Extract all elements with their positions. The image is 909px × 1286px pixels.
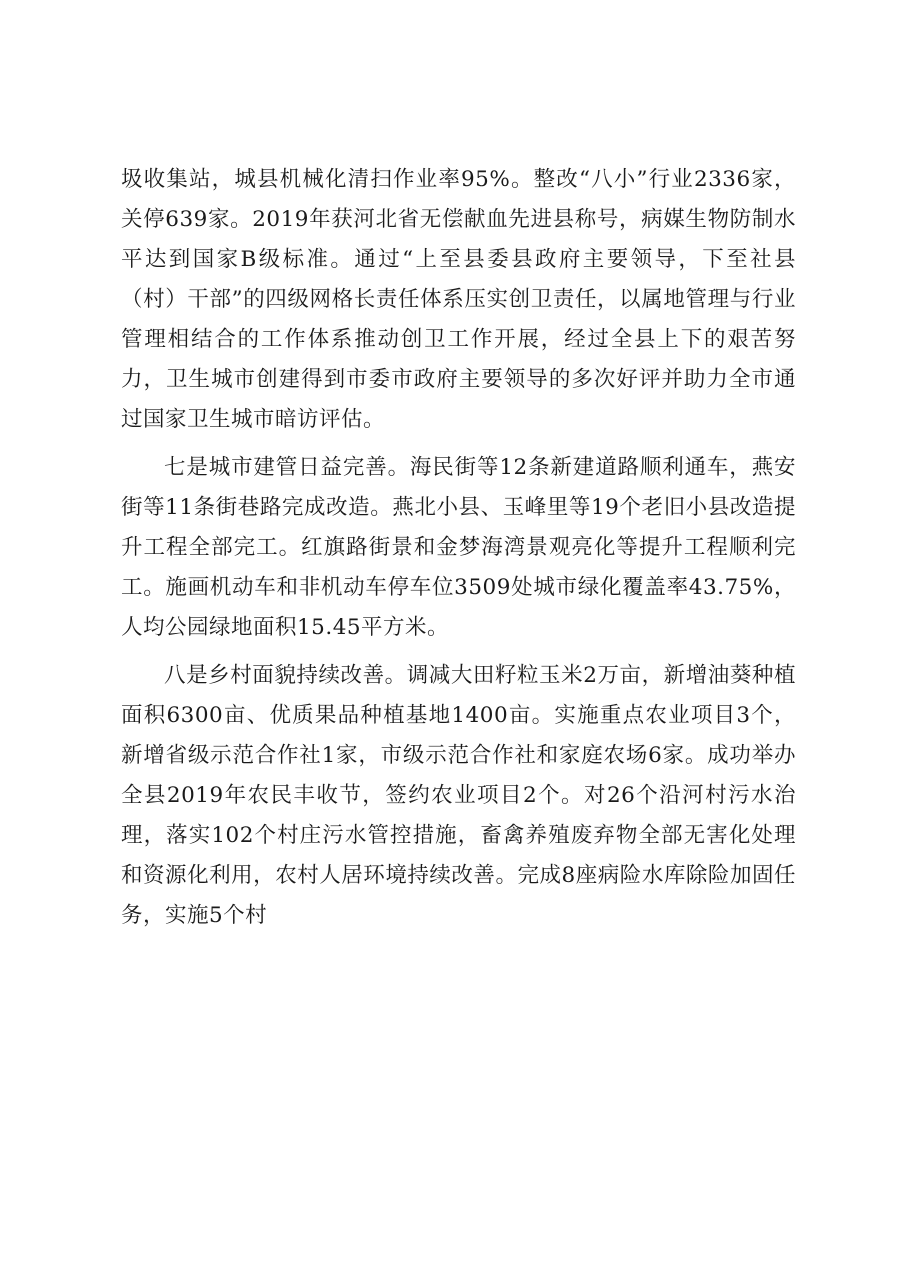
paragraph-rural-improvement: 八是乡村面貌持续改善。调减大田籽粒玉米2万亩，新增油葵种植面积6300亩、优质果品种植基地1400亩。实施重点农业项目3个，新增省级示范合作社1家，市级示范合作社和家庭农场6家。成功举办全县2019年农民丰收节，签约农业项目2个。对26个沿河村污水治理，落实102个村庄污水管控措施，畜禽养殖废弃物全部无害化处理和资源化利用，农村人居环境持续改善。完成8座病险水库除险加固任务，实施5个村 <box>121 663 796 928</box>
paragraph-continuation: 圾收集站，城县机械化清扫作业率95%。整改“八小”行业2336家，关停639家。2019年获河北省无偿献血先进县称号，病媒生物防制水平达到国家B级标准。通过“上至县委县政府主要领导，下至社县（村）干部”的四级网格长责任体系压实创卫责任，以属地管理与行业管理相结合的工作体系推动创卫工作开展，经过全县上下的艰苦努力，卫生城市创建得到市委市政府主要领导的多次好评并助力全市通过国家卫生城市暗访评估。 <box>121 167 796 432</box>
document-body <box>121 160 796 944</box>
paragraph-urban-management: 七是城市建管日益完善。海民街等12条新建道路顺利通车，燕安街等11条街巷路完成改造。燕北小县、玉峰里等19个老旧小县改造提升工程全部完工。红旗路街景和金梦海湾景观亮化等提升工程顺利完工。施画机动车和非机动车停车位3509处城市绿化覆盖率43.75%，人均公园绿地面积15.45平方米。 <box>121 455 796 640</box>
